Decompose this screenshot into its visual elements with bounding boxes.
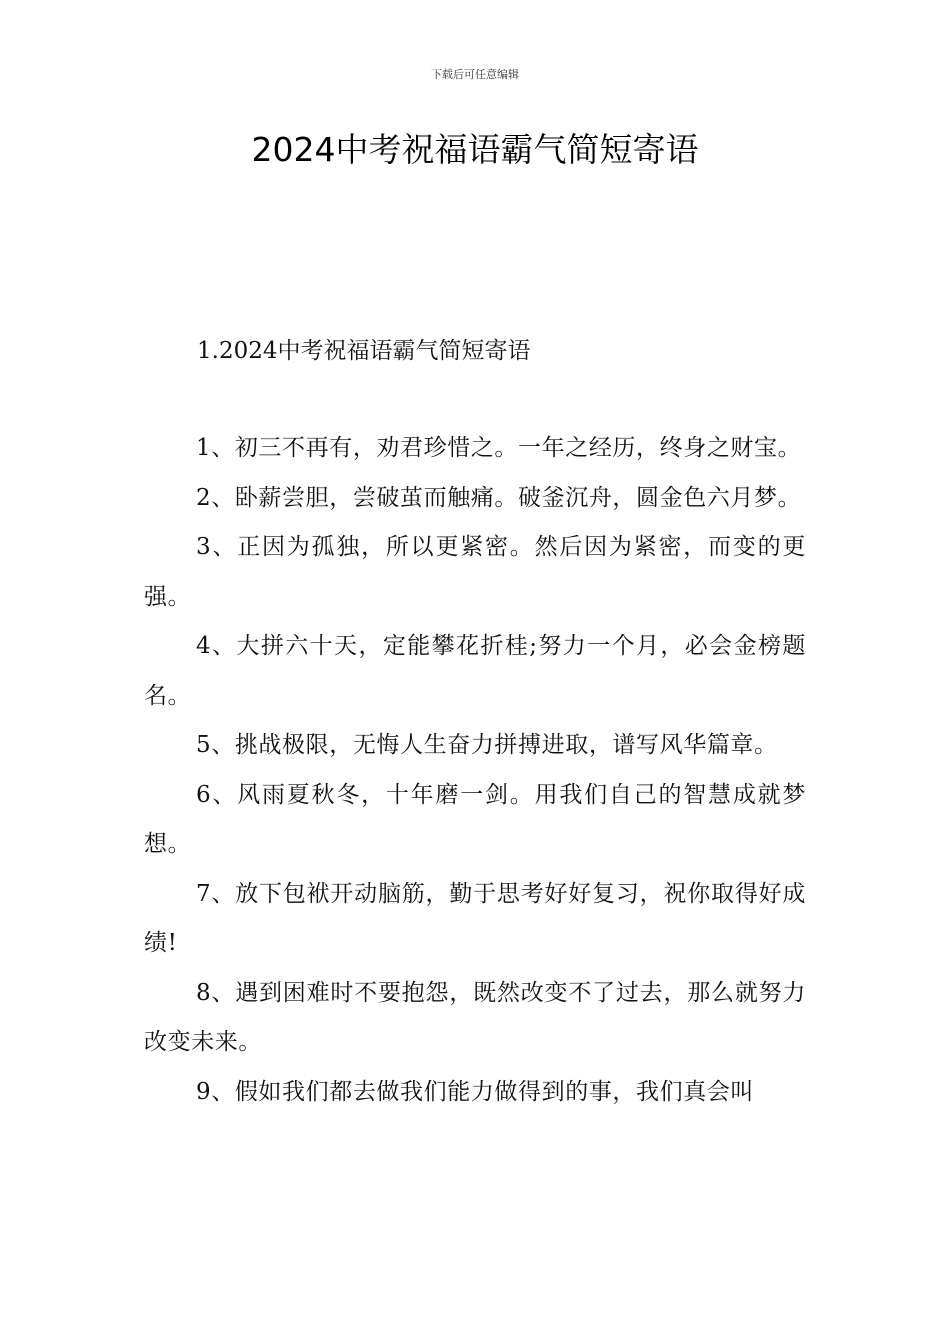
paragraph: 2、卧薪尝胆，尝破茧而触痛。破釜沉舟，圆金色六月梦。	[196, 484, 802, 511]
paragraph: 7、放下包袱开动脑筋，勤于思考好好复习，祝你取得好成绩!	[144, 880, 806, 956]
paragraph: 4、大拼六十天，定能攀花折桂;努力一个月，必会金榜题名。	[144, 633, 806, 709]
paragraph: 1、初三不再有，劝君珍惜之。一年之经历，终身之财宝。	[196, 435, 802, 461]
header-note: 下载后可任意编辑	[431, 68, 519, 81]
body-text	[144, 424, 806, 1117]
paragraph: 6、风雨夏秋冬，十年磨一剑。用我们自己的智慧成就梦想。	[144, 781, 806, 857]
paragraph: 8、遇到困难时不要抱怨，既然改变不了过去，那么就努力改变未来。	[144, 979, 806, 1055]
paragraph: 3、正因为孤独，所以更紧密。然后因为紧密，而变的更强。	[144, 534, 806, 610]
paragraph: 9、假如我们都去做我们能力做得到的事，我们真会叫	[196, 1078, 755, 1105]
paragraph: 5、挑战极限，无悔人生奋力拼搏进取，谱写风华篇章。	[196, 732, 778, 758]
document-title: 2024中考祝福语霸气简短寄语	[251, 130, 699, 169]
section-heading: 1.2024中考祝福语霸气简短寄语	[197, 338, 531, 364]
